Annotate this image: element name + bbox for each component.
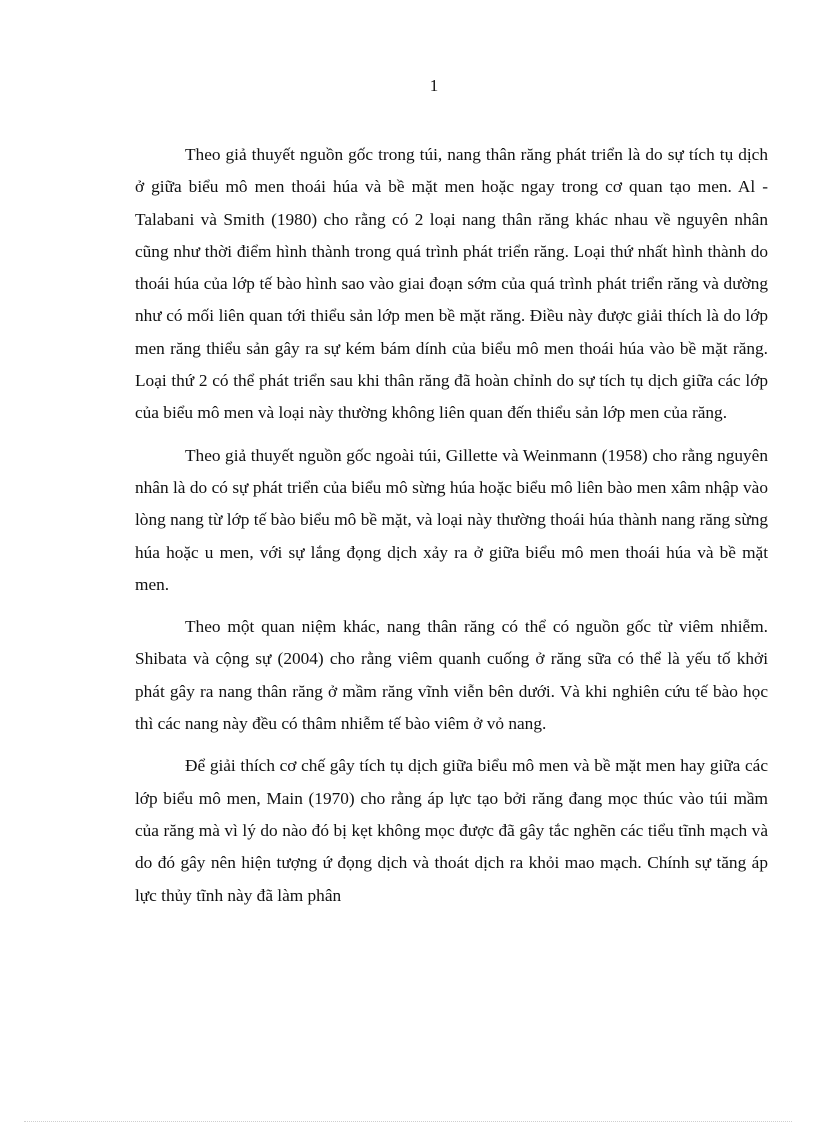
document-body bbox=[135, 139, 768, 922]
paragraph-crown-cyst-intrafollicular-origin: Theo giả thuyết nguồn gốc trong túi, nang thân răng phát triển là do sự tích tụ dịch ở giữa biểu mô men thoái húa và bề mặt men hoặc ngay trong cơ quan tạo men. Al - Talabani và Smith (1980) cho rằng có 2 loại nang thân răng khác nhau về nguyên nhân cũng như thời điểm hình thành trong quá trình phát triển răng. Loại thứ nhất hình thành do thoái húa của lớp tế bào hình sao vào giai đoạn sớm của quá trình phát triển răng và dường như có mối liên quan tới thiểu sản lớp men bề mặt răng. Điều này được giải thích là do lớp men răng thiểu sản gây ra sự kém bám dính của biểu mô men thoái húa vào bề mặt răng. Loại thứ 2 có thể phát triển sau khi thân răng đã hoàn chỉnh do sự tích tụ dịch giữa các lớp của biểu mô men và loại này thường không liên quan đến thiểu sản lớp men của răng. bbox=[135, 145, 768, 423]
paragraph-crown-cyst-inflammatory-origin: Theo một quan niệm khác, nang thân răng có thể có nguồn gốc từ viêm nhiễm. Shibata và cộng sự (2004) cho rằng viêm quanh cuống ở răng sữa có thể là yếu tố khởi phát gây ra nang thân răng ở mầm răng vĩnh viễn bên dưới. Và khi nghiên cứu tế bào học thì các nang này đều có thâm nhiễm tế bào viêm ở vỏ nang. bbox=[135, 617, 768, 734]
paragraph-fluid-accumulation-mechanism: Để giải thích cơ chế gây tích tụ dịch giữa biểu mô men và bề mặt men hay giữa các lớp biểu mô men, Main (1970) cho rằng áp lực tạo bởi răng đang mọc thúc vào túi mầm của răng mà vì lý do nào đó bị kẹt không mọc được đã gây tắc nghẽn các tiểu tĩnh mạch và do đó gây nên hiện tượng ứ đọng dịch và thoát dịch ra khỏi mao mạch. Chính sự tăng áp lực thủy tĩnh này đã làm phân bbox=[135, 756, 768, 905]
page-bottom-divider bbox=[24, 1121, 792, 1122]
page-number: 1 bbox=[429, 76, 439, 95]
paragraph-crown-cyst-extrafollicular-origin: Theo giả thuyết nguồn gốc ngoài túi, Gillette và Weinmann (1958) cho rằng nguyên nhân là do có sự phát triển của biểu mô sừng húa hoặc biểu mô liên bào men xâm nhập vào lòng nang từ lớp tế bào biểu mô bề mặt, và loại này thường thoái húa thành nang răng sừng húa hoặc u men, với sự lắng đọng dịch xảy ra ở giữa biểu mô men thoái húa và bề mặt men. bbox=[135, 445, 768, 594]
